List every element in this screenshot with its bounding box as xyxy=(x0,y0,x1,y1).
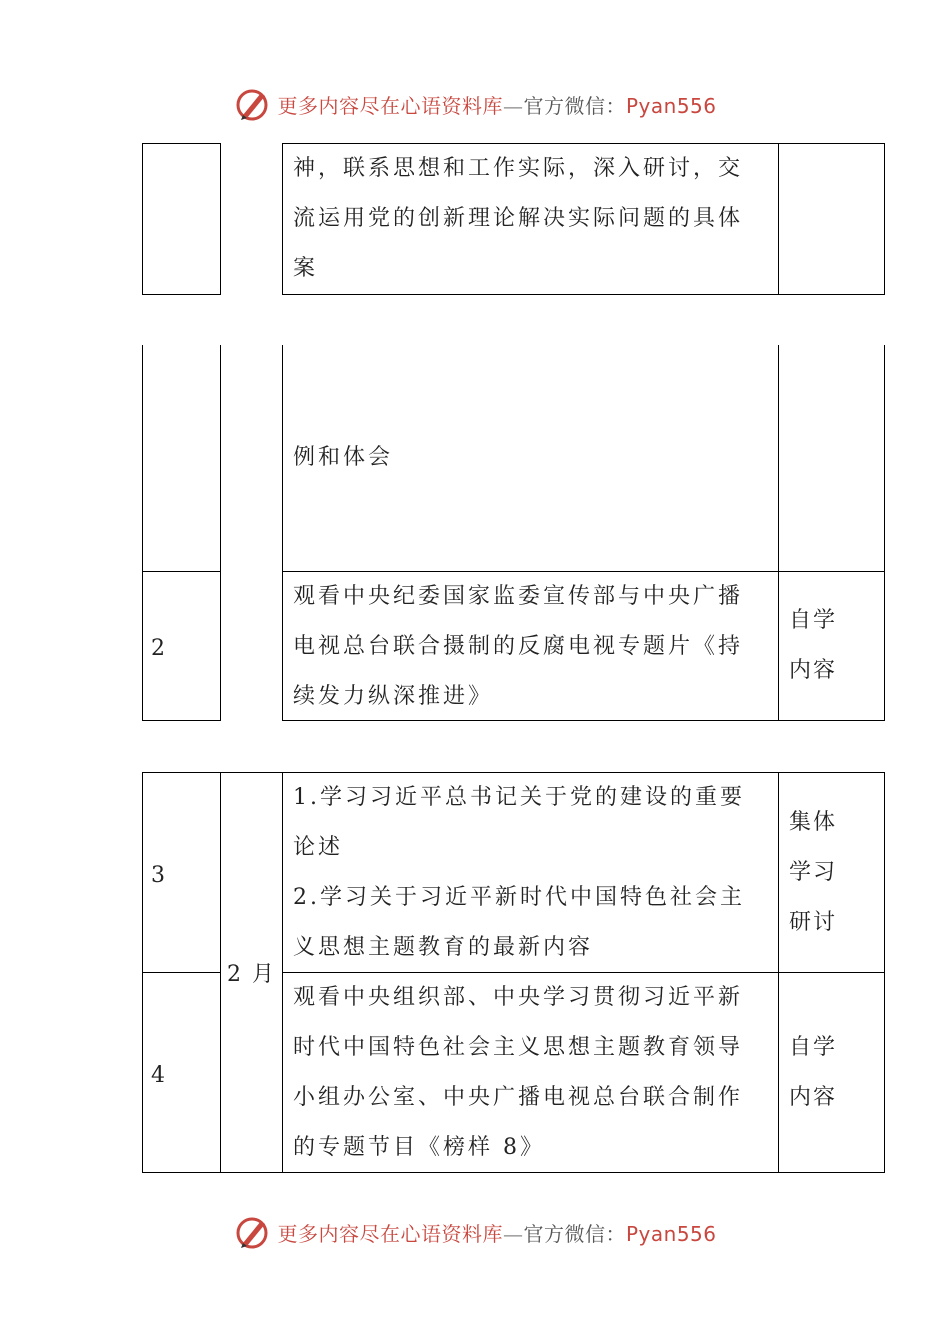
num-cell xyxy=(142,345,221,572)
note-line: 自学 xyxy=(789,608,838,633)
row-number: 4 xyxy=(151,1063,165,1088)
num-cell xyxy=(142,571,221,721)
banner-account: Pyan556 xyxy=(625,93,717,118)
month-cell xyxy=(220,772,283,1173)
banner-separator: — xyxy=(502,1221,524,1246)
content-cell xyxy=(282,345,779,572)
note-line: 学习 xyxy=(789,859,838,885)
note-line: 自学 xyxy=(789,1034,838,1060)
num-cell xyxy=(142,143,221,295)
banner-separator: — xyxy=(502,93,524,118)
content-cell xyxy=(282,972,779,1173)
num-cell xyxy=(142,972,221,1173)
banner-account: Pyan556 xyxy=(625,1221,717,1246)
note-line: 集体 xyxy=(789,809,838,835)
content-cell xyxy=(282,772,779,973)
pen-logo-icon xyxy=(233,85,271,123)
content-cell xyxy=(282,571,779,721)
row-number: 3 xyxy=(151,863,165,888)
content-line: 观看中央组织部、中央学习贯彻习近平新 xyxy=(293,985,744,1010)
note-cell xyxy=(778,972,885,1173)
content-line: 的专题节目《榜样 8》 xyxy=(293,1135,545,1160)
content-line: 例和体会 xyxy=(293,445,394,470)
note-line: 研讨 xyxy=(789,909,838,935)
content-line: 观看中央纪委国家监委宣传部与中央广播 xyxy=(293,584,744,609)
content-line: 案 xyxy=(293,256,319,281)
content-line: 流运用党的创新理论解决实际问题的具体 xyxy=(293,206,744,231)
month-label: 2 月 xyxy=(227,962,276,987)
content-cell xyxy=(282,143,779,295)
banner-text xyxy=(277,90,716,119)
row-number: 2 xyxy=(151,636,165,661)
banner-prefix: 更多内容尽在心语资料库 xyxy=(277,1221,503,1246)
footer-banner xyxy=(0,1212,950,1252)
note-line: 内容 xyxy=(789,1084,838,1110)
note-cell xyxy=(778,143,885,295)
content-line: 时代中国特色社会主义思想主题教育领导 xyxy=(293,1035,744,1060)
note-cell xyxy=(778,345,885,572)
content-line: 2.学习关于习近平新时代中国特色社会主 xyxy=(293,885,745,910)
banner-prefix: 更多内容尽在心语资料库 xyxy=(277,93,503,118)
content-line: 小组办公室、中央广播电视总台联合制作 xyxy=(293,1085,744,1110)
banner-wechat-label: 官方微信： xyxy=(523,93,626,118)
content-line: 1.学习习近平总书记关于党的建设的重要 xyxy=(293,785,745,810)
pen-logo-icon xyxy=(233,1213,271,1251)
banner-wechat-label: 官方微信： xyxy=(523,1221,626,1246)
banner-text xyxy=(277,1218,716,1247)
note-cell xyxy=(778,571,885,721)
content-line: 续发力纵深推进》 xyxy=(293,684,494,709)
num-cell xyxy=(142,772,221,973)
content-line: 义思想主题教育的最新内容 xyxy=(293,935,594,960)
header-banner xyxy=(0,84,950,124)
content-line: 电视总台联合摄制的反腐电视专题片《持 xyxy=(293,634,744,659)
content-line: 神，联系思想和工作实际，深入研讨，交 xyxy=(293,156,744,181)
note-cell xyxy=(778,772,885,973)
content-line: 论述 xyxy=(293,835,344,860)
note-line: 内容 xyxy=(789,658,838,683)
